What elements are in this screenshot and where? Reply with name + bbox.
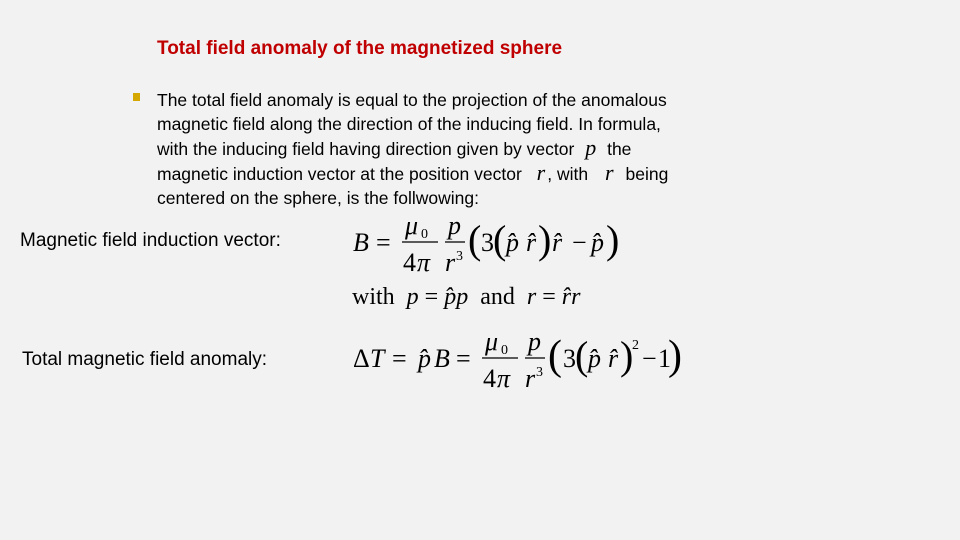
bullet-square-icon	[133, 93, 140, 101]
svg-text:r̂: r̂	[552, 228, 563, 257]
svg-text:r̂: r̂	[526, 228, 537, 257]
svg-text:(: (	[575, 333, 589, 378]
svg-text:p̂: p̂	[506, 228, 519, 257]
svg-text:): )	[668, 333, 682, 379]
def-rhat-r: r̂r	[561, 284, 581, 310]
svg-text:2: 2	[632, 338, 639, 353]
svg-text:−: −	[572, 228, 587, 257]
bullet-line-4c: being	[625, 164, 669, 184]
vector-r-symbol-2: r	[604, 160, 614, 185]
equals-sign-1: =	[424, 284, 445, 310]
svg-text:=: =	[392, 344, 407, 373]
svg-text:−: −	[642, 344, 657, 373]
bullet-line-3: with the inducing field having direction given by vector	[157, 139, 575, 159]
svg-text:3: 3	[563, 344, 576, 373]
svg-text:B: B	[434, 344, 450, 373]
definition-equation	[352, 284, 580, 311]
bullet-line-4: magnetic induction vector at the position vector	[157, 164, 522, 184]
svg-text:p̂: p̂	[588, 344, 601, 373]
svg-text:μ: μ	[405, 211, 419, 240]
def-p: p	[406, 284, 419, 310]
bullet-line-2: magnetic field along the direction of the inducing field. In formula,	[157, 114, 661, 134]
def-r: r	[526, 284, 537, 310]
svg-text:3: 3	[456, 249, 463, 264]
svg-text:0: 0	[501, 343, 508, 358]
equals-sign-2: =	[542, 284, 562, 310]
svg-text:): )	[620, 333, 634, 378]
svg-text:(: (	[468, 217, 482, 262]
svg-text:4: 4	[483, 364, 496, 393]
svg-text:p̂: p̂	[591, 228, 604, 257]
bullet-line-3b: the	[607, 139, 632, 159]
svg-text:1: 1	[658, 344, 671, 373]
svg-text:3: 3	[536, 365, 543, 380]
def-phat-p: p̂p	[444, 284, 469, 310]
svg-text:r: r	[525, 364, 536, 393]
vector-p-symbol: p	[585, 135, 597, 160]
bullet-line-1: The total field anomaly is equal to the projection of the anomalous	[157, 90, 667, 110]
svg-text:): )	[538, 217, 552, 262]
vector-r-symbol: r	[536, 160, 546, 185]
svg-text:4: 4	[403, 248, 416, 277]
svg-text:B: B	[353, 228, 369, 257]
svg-text:r̂: r̂	[608, 344, 619, 373]
anomaly-formula-graphic	[350, 327, 680, 401]
svg-text:π: π	[497, 364, 511, 393]
svg-text:(: (	[493, 217, 507, 262]
bullet-line-4b: , with	[547, 164, 589, 184]
induction-equation	[350, 208, 620, 289]
svg-text:=: =	[456, 344, 471, 373]
bullet-line-5: centered on the sphere, is the follwowing:	[157, 188, 479, 208]
svg-text:π: π	[417, 248, 431, 277]
induction-label: Magnetic field induction vector:	[20, 230, 281, 251]
svg-text:=: =	[376, 228, 391, 257]
svg-text:μ: μ	[485, 327, 499, 356]
and-word: and	[480, 284, 515, 310]
svg-text:p: p	[528, 327, 541, 356]
svg-text:p: p	[448, 211, 461, 240]
induction-formula-graphic	[350, 208, 620, 282]
with-word: with	[352, 284, 395, 310]
svg-text:3: 3	[481, 228, 494, 257]
bullet-text	[157, 88, 767, 210]
svg-text:0: 0	[421, 227, 428, 242]
anomaly-label: Total magnetic field anomaly:	[22, 349, 268, 370]
svg-text:Δ: Δ	[353, 344, 370, 373]
slide-title: Total field anomaly of the magnetized sphere	[157, 38, 563, 59]
svg-text:(: (	[548, 333, 562, 379]
anomaly-equation	[350, 327, 680, 408]
svg-text:): )	[606, 217, 620, 262]
svg-text:p̂: p̂	[418, 344, 431, 373]
svg-text:T: T	[370, 344, 385, 373]
svg-text:r: r	[445, 248, 456, 277]
